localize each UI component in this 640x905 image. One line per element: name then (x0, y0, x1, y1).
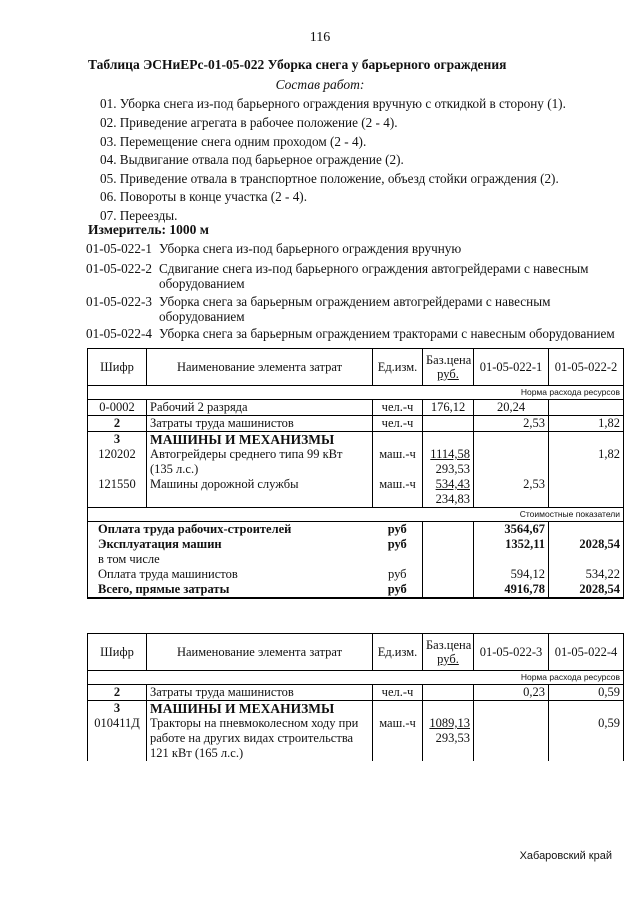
work-item: 04. Выдвигание отвала под барьерное ограждение (2). (100, 152, 404, 167)
variant-text: Уборка снега за барьерным ограждением тракторами с навесным оборудованием (159, 326, 615, 341)
header-unit: Ед.изм. (373, 634, 423, 671)
work-item: 02. Приведение агрегата в рабочее положение (2 - 4). (100, 115, 398, 130)
variant-code: 01-05-022-3 (86, 294, 152, 309)
table-row: Оплата труда рабочих-строителей руб 3564,67 (88, 522, 624, 538)
cost-indicators-label: Стоимостные показатели (88, 508, 624, 522)
variant-text: Уборка снега за барьерным ограждением автогрейдерами с навесным оборудованием (159, 294, 551, 324)
table-row: 121550 Машины дорожной службы маш.-ч 534,43 234,83 2,53 (88, 477, 624, 508)
composition-heading: Состав работ: (275, 77, 365, 92)
resource-table-1 (87, 348, 624, 599)
header-name: Наименование элемента затрат (147, 634, 373, 671)
header-variant-1: 01-05-022-1 (474, 349, 549, 386)
work-item: 07. Переезды. (100, 208, 178, 223)
work-item: 05. Приведение отвала в транспортное положение, объезд стойки ограждения (2). (100, 171, 559, 186)
table-row: в том числе (88, 552, 624, 567)
page-number: 116 (309, 30, 331, 45)
table-title: Таблица ЭСНиЕРс-01-05-022 Уборка снега у барьерного ограждения (88, 57, 507, 72)
resource-norm-label: Норма расхода ресурсов (88, 671, 624, 685)
header-variant-4: 01-05-022-4 (549, 634, 624, 671)
table-row: Оплата труда машинистов руб 594,12 534,22 (88, 567, 624, 582)
header-price: Баз.цена руб. (423, 634, 474, 671)
table-row: Эксплуатация машин руб 1352,11 2028,54 (88, 537, 624, 552)
table-row: 3 МАШИНЫ И МЕХАНИЗМЫ (88, 432, 624, 448)
header-variant-2: 01-05-022-2 (549, 349, 624, 386)
work-item: 06. Повороты в конце участка (2 - 4). (100, 189, 307, 204)
header-code: Шифр (88, 634, 147, 671)
header-unit: Ед.изм. (373, 349, 423, 386)
resource-table-2 (87, 633, 624, 761)
table-row: 010411Д Тракторы на пневмоколесном ходу при работе на других видах строительства 121 кВт (165 л.с.) маш.-ч 1089,13 293,53 0,59 (88, 716, 624, 761)
variant-text: Уборка снега из-под барьерного ограждения вручную (159, 241, 462, 256)
table-row: 0-0002 Рабочий 2 разряда чел.-ч 176,12 20,24 (88, 400, 624, 416)
header-price: Баз.цена руб. (423, 349, 474, 386)
variant-text: Сдвигание снега из-под барьерного ограждения автогрейдерами с навесным оборудованием (159, 261, 589, 291)
table-row: 3 МАШИНЫ И МЕХАНИЗМЫ (88, 701, 624, 717)
header-name: Наименование элемента затрат (147, 349, 373, 386)
measure-unit: Измеритель: 1000 м (88, 222, 209, 237)
region-footer: Хабаровский край (519, 850, 612, 862)
header-variant-3: 01-05-022-3 (474, 634, 549, 671)
table-row: 2 Затраты труда машинистов чел.-ч 2,53 1,82 (88, 416, 624, 432)
variant-code: 01-05-022-4 (86, 326, 152, 341)
resource-norm-label: Норма расхода ресурсов (88, 386, 624, 400)
variant-code: 01-05-022-2 (86, 261, 152, 276)
work-item: 01. Уборка снега из-под барьерного ограждения вручную с откидкой в сторону (1). (100, 96, 566, 111)
table-row: 120202 Автогрейдеры среднего типа 99 кВт (135 л.с.) маш.-ч 1114,58 293,53 1,82 (88, 447, 624, 477)
variant-code: 01-05-022-1 (86, 241, 152, 256)
table-row: 2 Затраты труда машинистов чел.-ч 0,23 0,59 (88, 685, 624, 701)
table-row: Всего, прямые затраты руб 4916,78 2028,54 (88, 582, 624, 598)
work-item: 03. Перемещение снега одним проходом (2 - 4). (100, 134, 367, 149)
header-code: Шифр (88, 349, 147, 386)
